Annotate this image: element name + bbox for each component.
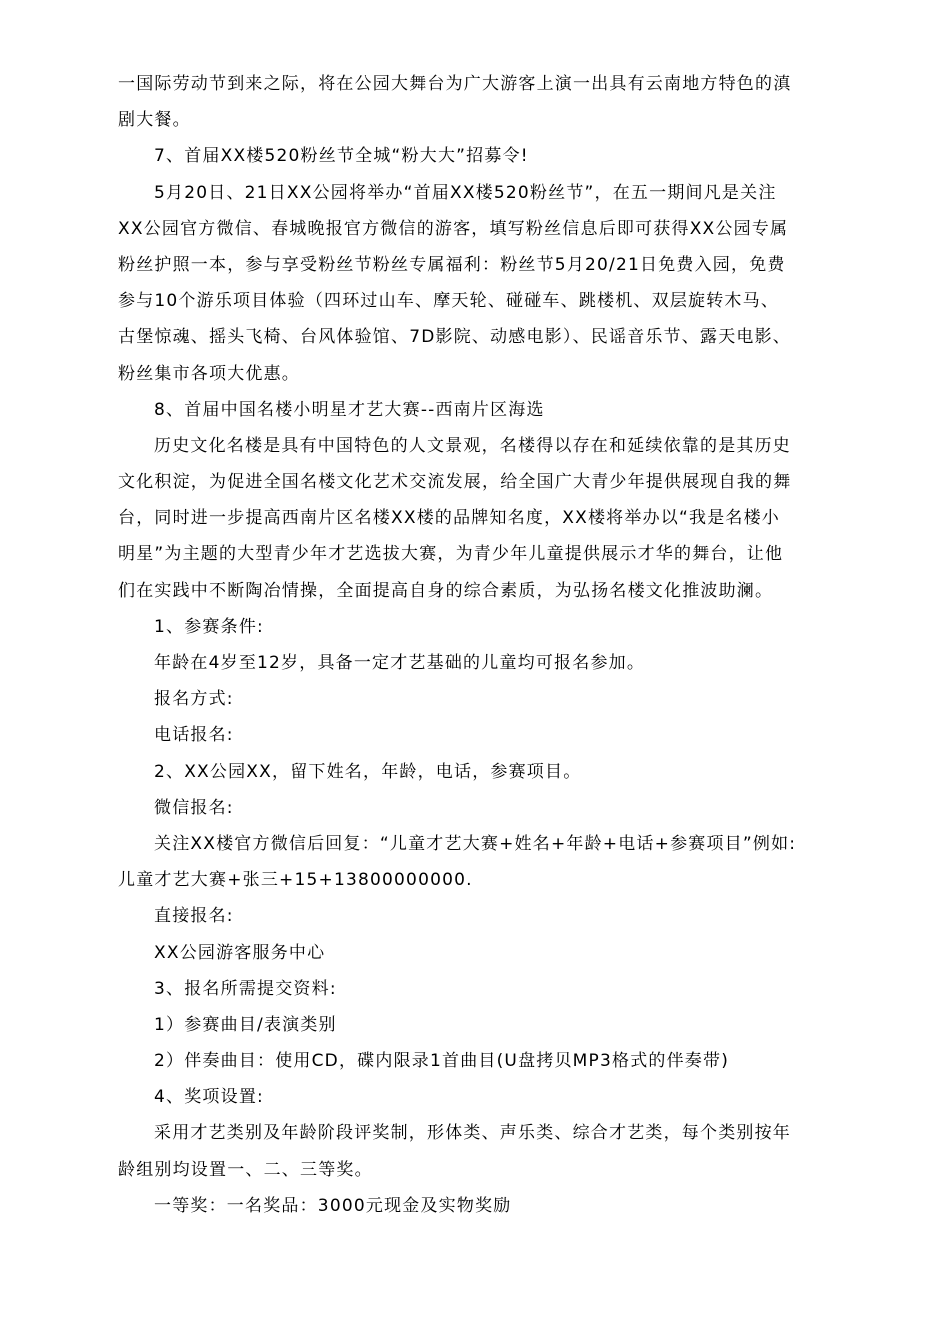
text-line: 龄组别均设置一、二、三等奖。 — [118, 1159, 373, 1180]
text-line: 粉丝集市各项大优惠。 — [118, 363, 300, 384]
text-line: 古堡惊魂、摇头飞椅、台风体验馆、7D影院、动感电影）、民谣音乐节、露天电影、 — [118, 327, 792, 348]
text-line: 5月20日、21日XX公园将举办“首届XX楼520粉丝节”，在五一期间凡是关注 — [154, 182, 777, 203]
text-line: 文化积淀，为促进全国名楼文化艺术交流发展，给全国广大青少年提供展现自我的舞 — [118, 472, 792, 493]
subsection-heading: 直接报名: — [154, 906, 234, 927]
text-line: 剧大餐。 — [118, 110, 191, 131]
subsection-heading: 3、报名所需提交资料: — [154, 978, 337, 999]
subsection-heading: 电话报名: — [154, 725, 234, 746]
subsection-heading: 2、XX公园XX，留下姓名，年龄，电话，参赛项目。 — [154, 761, 582, 782]
text-line: XX公园游客服务中心 — [154, 942, 326, 963]
text-line: XX公园官方微信、春城晚报官方微信的游客，填写粉丝信息后即可获得XX公园专属 — [118, 218, 789, 239]
text-line: 年龄在4岁至12岁，具备一定才艺基础的儿童均可报名参加。 — [154, 653, 646, 673]
text-line: 采用才艺类别及年龄阶段评奖制，形体类、声乐类、综合才艺类，每个类别按年 — [154, 1123, 791, 1144]
text-line: 们在实践中不断陶冶情操，全面提高自身的综合素质，为弘扬名楼文化推波助澜。 — [118, 580, 774, 601]
list-item: 2）伴奏曲目：使用CD，碟内限录1首曲目(U盘拷贝MP3格式的伴奏带) — [154, 1051, 730, 1072]
text-line: 粉丝护照一本，参与享受粉丝节粉丝专属福利：粉丝节5月20/21日免费入园，免费 — [118, 254, 786, 275]
text-line: 台，同时进一步提高西南片区名楼XX楼的品牌知名度，XX楼将举办以“我是名楼小 — [118, 508, 780, 529]
text-line: 历史文化名楼是具有中国特色的人文景观，名楼得以存在和延续依靠的是其历史 — [154, 435, 791, 456]
text-line: 儿童才艺大赛+张三+15+13800000000. — [118, 870, 473, 891]
list-item: 1）参赛曲目/表演类别 — [154, 1014, 337, 1035]
section-heading-7: 7、首届XX楼520粉丝节全城“粉大大”招募令! — [154, 146, 529, 167]
text-line: 参与10个游乐项目体验（四环过山车、摩天轮、碰碰车、跳楼机、双层旋转木马、 — [118, 291, 780, 312]
section-heading-8: 8、首届中国名楼小明星才艺大赛--西南片区海选 — [154, 399, 545, 420]
text-line: 关注XX楼官方微信后回复：“儿童才艺大赛+姓名+年龄+电话+参赛项目”例如: — [154, 833, 797, 854]
text-line: 一等奖：一名奖品：3000元现金及实物奖励 — [154, 1195, 512, 1216]
subsection-heading: 4、奖项设置: — [154, 1087, 264, 1108]
subsection-heading: 1、参赛条件: — [154, 616, 264, 637]
subsection-heading: 报名方式: — [154, 689, 234, 710]
subsection-heading: 微信报名: — [154, 797, 234, 818]
document-body — [118, 66, 838, 1224]
text-line: 明星”为主题的大型青少年才艺选拔大赛，为青少年儿童提供展示才华的舞台，让他 — [118, 544, 784, 565]
text-line: 一国际劳动节到来之际，将在公园大舞台为广大游客上演一出具有云南地方特色的滇 — [118, 74, 792, 94]
